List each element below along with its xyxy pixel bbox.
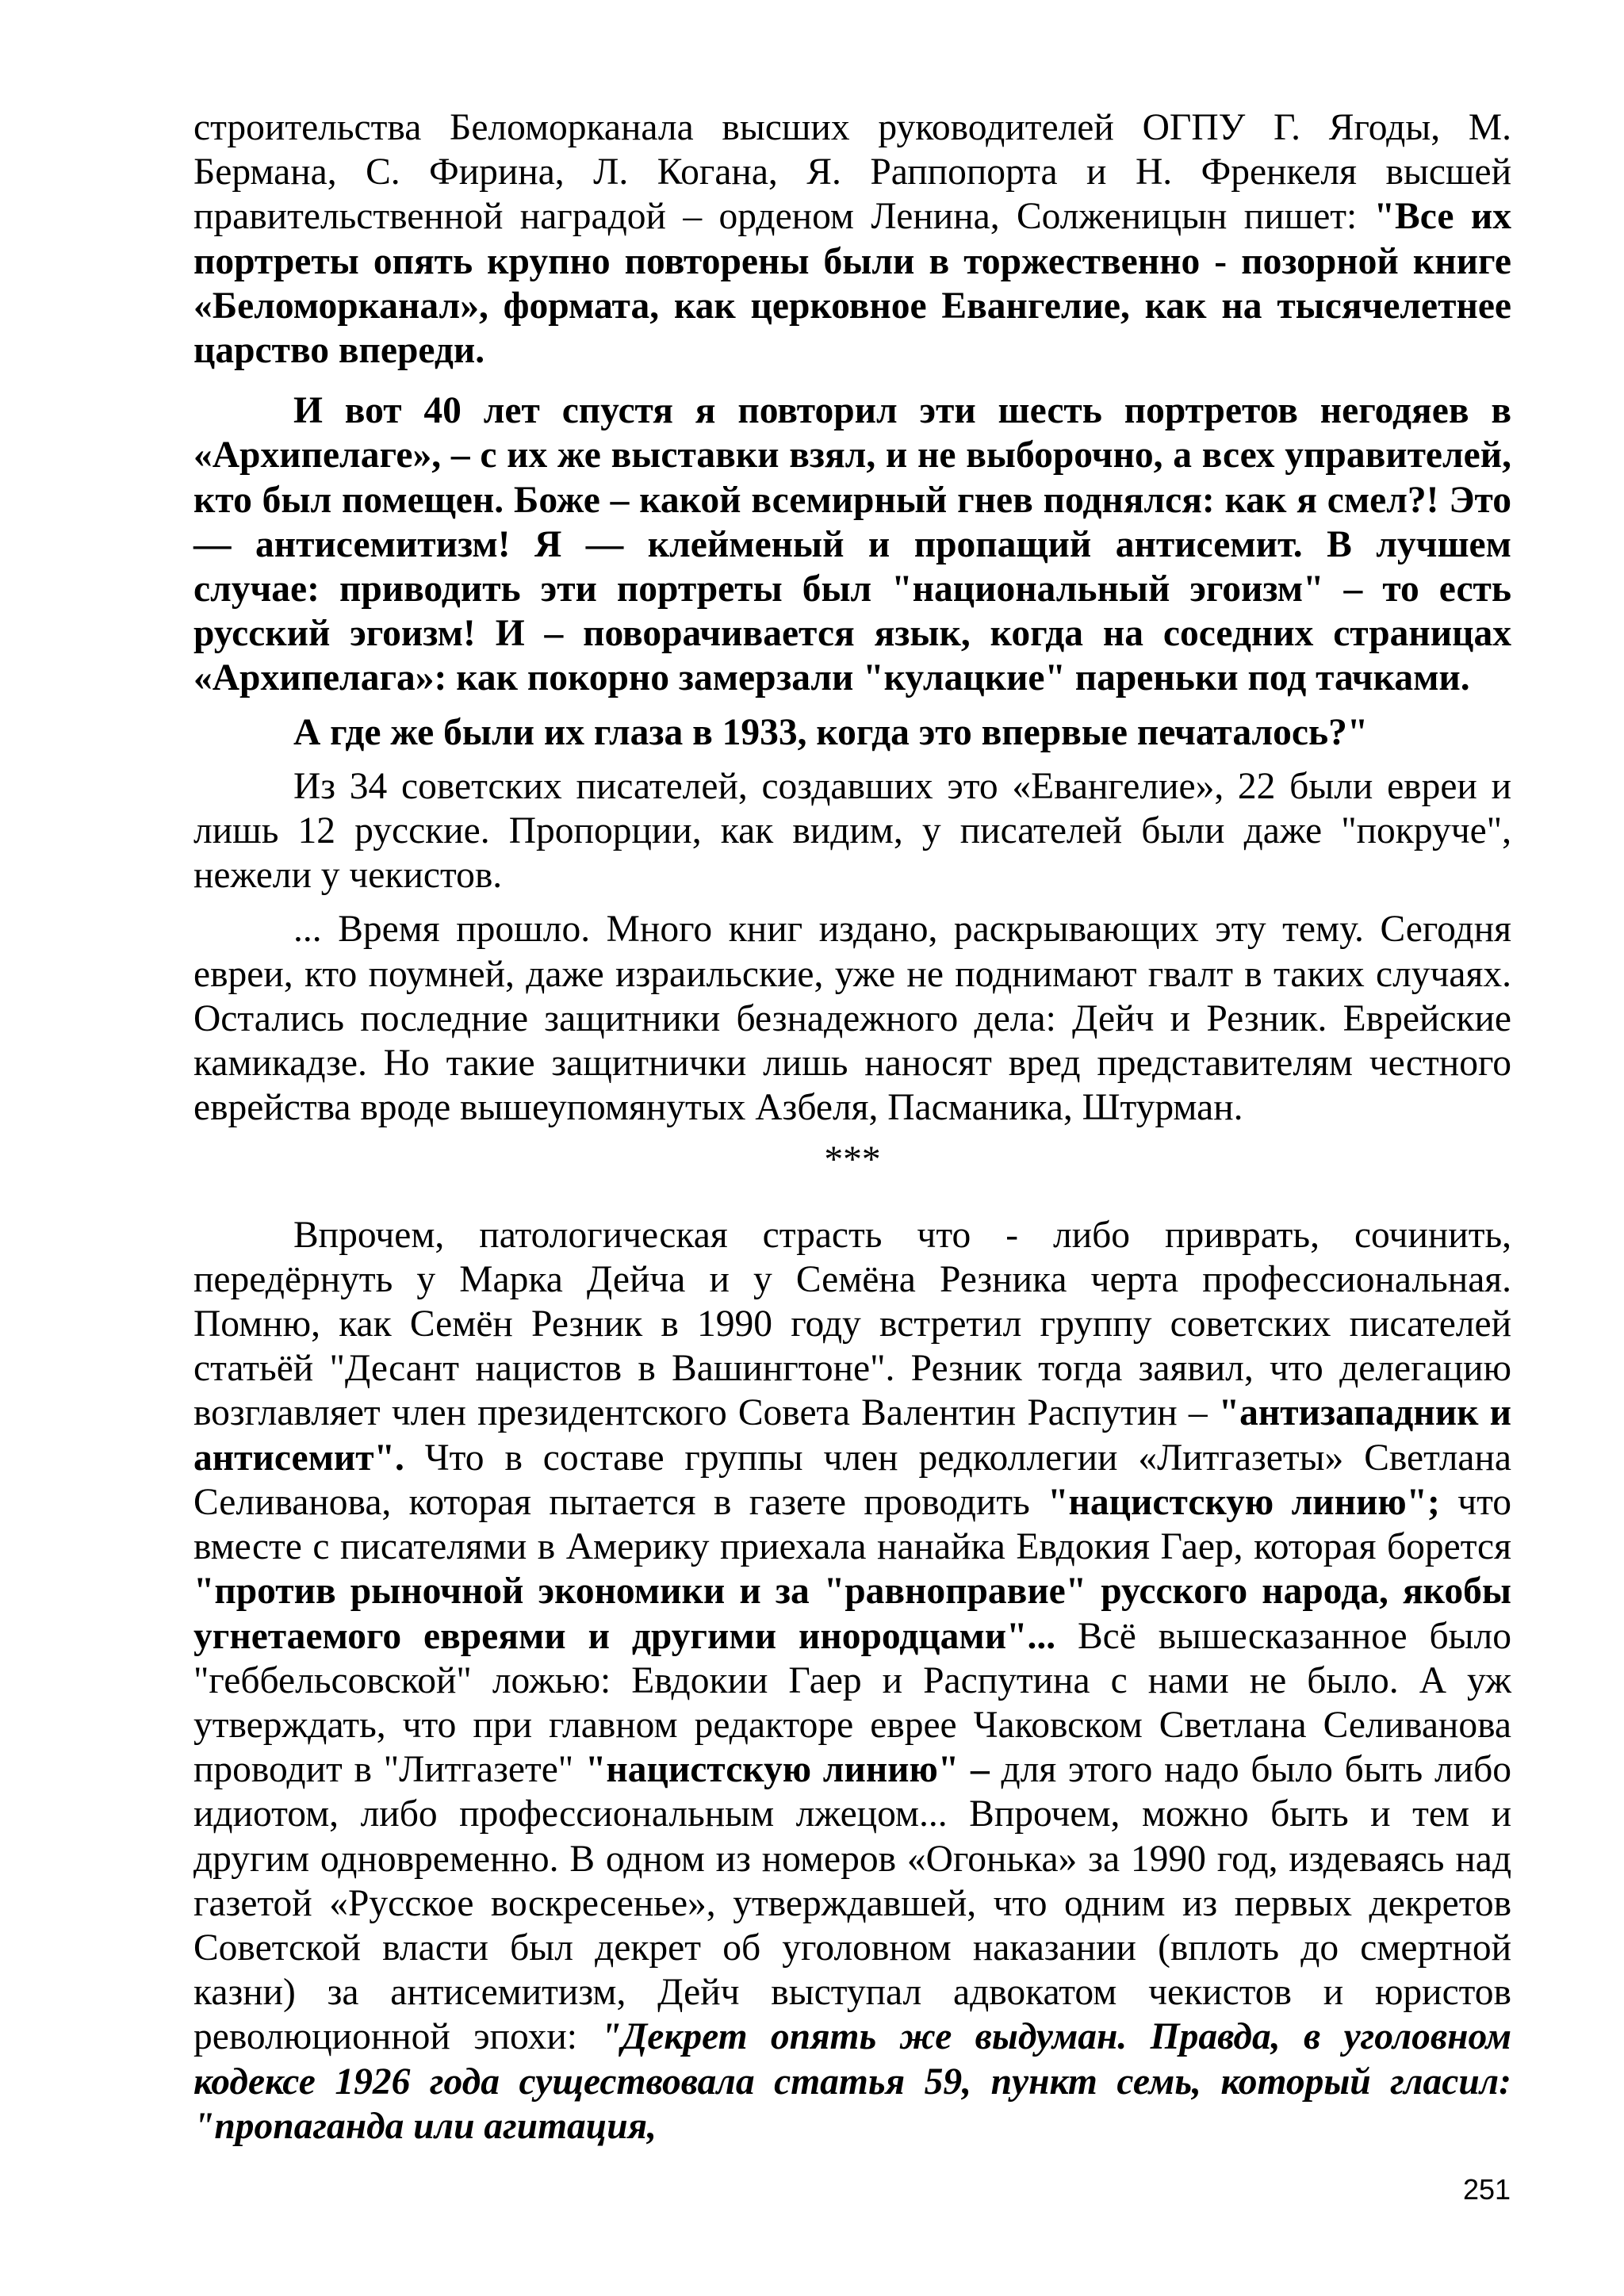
- paragraph-6: [193, 1213, 1511, 2149]
- section-separator: ***: [824, 1139, 881, 1181]
- paragraph-3-quote: А где же были их глаза в 1933, когда это впервые печаталось?": [293, 711, 1369, 753]
- deutsch-quote: "Декрет опять же выдуман. Правда, в уголовном кодексе 1926 года существовала статья 59, пункт семь, который гласил: "пропаганда или агитация,: [193, 2016, 1511, 2147]
- paragraph-6-bold-1: "антизападник и антисемит".: [193, 1392, 1511, 1479]
- paragraph-6-text-2: Что в составе группы член редколлегии «Литгазеты» Светлана Селиванова, которая пытается в газете проводить: [193, 1437, 1511, 1523]
- document-body: [193, 105, 1511, 2149]
- paragraph-2-quote: И вот 40 лет спустя я повторил эти шесть портретов негодяев в «Архипелаге», – с их же выставки взял, и не выборочно, а всех управителей, кто был помещен. Боже – какой всемирный гнев поднялся: как я смел?! Это — антисемитизм! Я — клейменый и пропащий антисемит. В лучшем случае: приводить эти портреты был "национальный эгоизм" – то есть русский эгоизм! И – поворачивается язык, когда на соседних страницах «Архипелага»: как покорно замерзали "кулацкие" пареньки под тачками.: [193, 390, 1511, 699]
- paragraph-6-bold-4: "нацистскую линию" –: [584, 1749, 990, 1791]
- paragraph-6-text-1: Впрочем, патологическая страсть что - либо приврать, сочинить, передёрнуть у Марка Дейча и у Семёна Резника черта профессиональная. Помню, как Семён Резник в 1990 году встретил группу советских писателей статьёй "Десант нацистов в Вашингтоне". Резник тогда заявил, что делегацию возглавляет член президентского Совета Валентин Распутин –: [193, 1214, 1511, 1434]
- paragraph-6-bold-3: "против рыночной экономики и за "равноправие" русского народа, якобы угнетаемого евреями и другими инородцами"...: [193, 1571, 1511, 1657]
- solzhenitsyn-quote-start: "Все их портреты опять крупно повторены были в торжественно - позорной книге «Беломорканал», формата, как церковное Евангелие, как на тысячелетнее царство впереди.: [193, 196, 1511, 372]
- paragraph-5: ... Время прошло. Много книг издано, раскрывающих эту тему. Сегодня евреи, кто поумней, даже израильские, уже не поднимают гвалт в таких случаях. Остались последние защитники безнадежного дела: Дейч и Резник. Еврейские камикадзе. Но такие защитнички лишь наносят вред представителям честного еврейства вроде вышеупомянутых Азбеля, Пасманика, Штурман.: [193, 909, 1511, 1129]
- paragraph-1: [193, 105, 1511, 373]
- page-number: 251: [1463, 2173, 1511, 2206]
- paragraph-6-text-4: Всё вышесказанное было "геббельсовской" ложью: Евдокии Гаер и Распутина с нами не было. А уж утверждать, что при главном редакторе еврее Чаковском Светлана Селиванова проводит в "Литгазете": [193, 1615, 1511, 1791]
- paragraph-6-bold-2: "нацистскую линию";: [1048, 1481, 1440, 1523]
- paragraph-4: Из 34 советских писателей, создавших это «Евангелие», 22 были евреи и лишь 12 русские. Пропорции, как видим, у писателей были даже "покруче", нежели у чекистов.: [193, 765, 1511, 897]
- paragraph-6-text-3: что вместе с писателями в Америку приехала нанайка Евдокия Гаер, которая борется: [193, 1481, 1511, 1568]
- paragraph-6-text-5: для этого надо было быть либо идиотом, либо профессиональным лжецом... Впрочем, можно быть и тем и другим одновременно. В одном из номеров «Огонька» за 1990 год, издеваясь над газетой «Русское воскресенье», утверждавшей, что одним из первых декретов Советской власти был декрет об уголовном наказании (вплоть до смертной казни) за антисемитизм, Дейч выступал адвокатом чекистов и юристов революционной эпохи:: [193, 1749, 1512, 2058]
- paragraph-1-text: строительства Беломорканала высших руководителей ОГПУ Г. Ягоды, М. Бермана, С. Фирина, Л. Когана, Я. Раппопорта и Н. Френкеля высшей правительственной наградой – орденом Ленина, Солженицын пишет:: [193, 107, 1511, 238]
